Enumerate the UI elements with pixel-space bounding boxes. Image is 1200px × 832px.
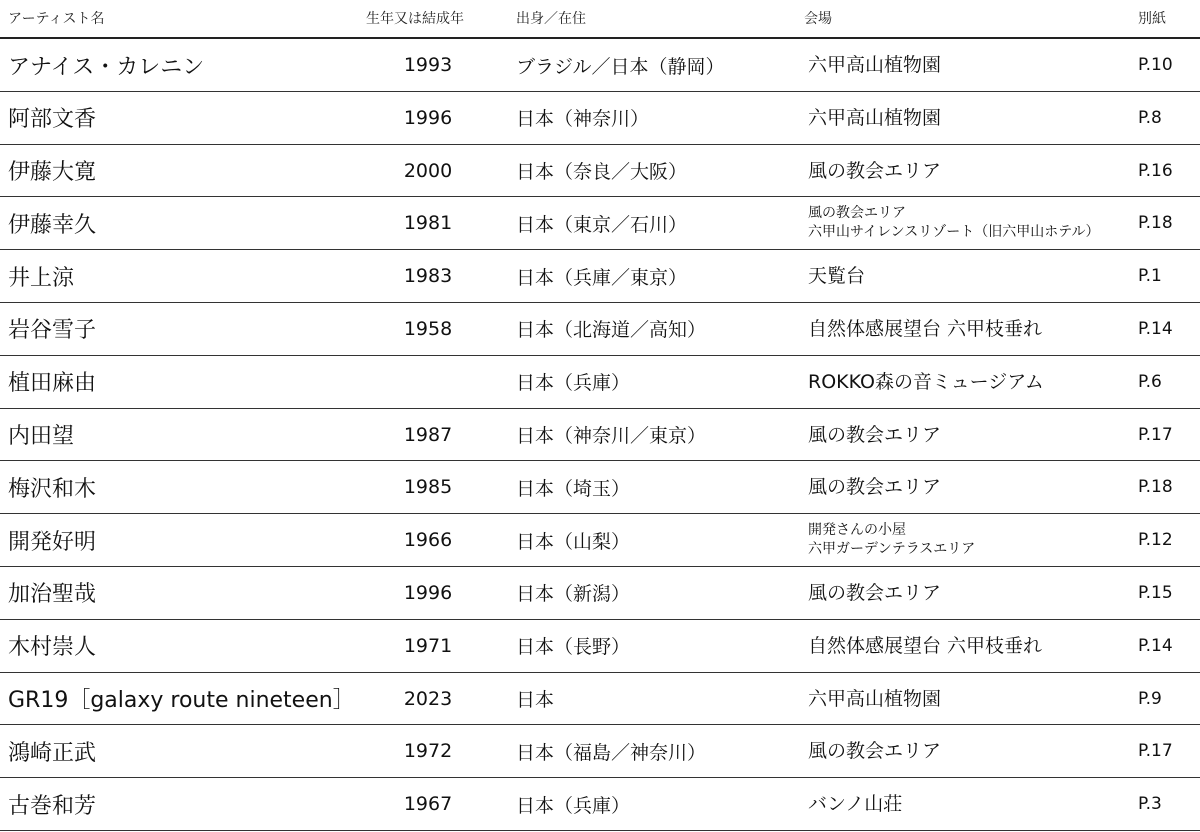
venue-cell <box>808 197 1138 249</box>
artist-name: 井上涼 <box>8 265 75 291</box>
page-reference: P.14 <box>1138 635 1173 656</box>
table-row <box>0 197 1200 250</box>
artist-year: 1985 <box>403 476 453 499</box>
venue-cell <box>808 92 1138 144</box>
table-header <box>0 0 1200 39</box>
table-row <box>0 303 1200 356</box>
table-row <box>0 145 1200 198</box>
artist-name: 木村崇人 <box>8 635 97 661</box>
venue-line: 風の教会エリア <box>808 159 942 182</box>
page-reference: P.16 <box>1138 160 1173 181</box>
venue-line: バンノ山荘 <box>808 793 903 816</box>
page-reference: P.3 <box>1138 794 1162 815</box>
artist-name: 梅沢和木 <box>8 476 97 502</box>
venue-line: 風の教会エリア <box>808 581 942 604</box>
page-reference: P.12 <box>1138 530 1173 551</box>
page-reference: P.8 <box>1138 107 1162 128</box>
artist-origin: 日本（奈良／大阪） <box>516 161 688 184</box>
page-reference: P.10 <box>1138 55 1173 75</box>
artist-year: 1983 <box>403 265 453 288</box>
page-reference: P.14 <box>1138 318 1173 339</box>
venue-line: 六甲山サイレンスリゾート（旧六甲山ホテル） <box>808 224 1100 241</box>
venue-cell <box>808 409 1138 461</box>
header-page: 別紙 <box>1138 11 1166 27</box>
table-row <box>0 92 1200 145</box>
venue-cell <box>808 250 1138 302</box>
venue-cell <box>808 778 1138 830</box>
artist-origin: 日本（埼玉） <box>516 477 631 500</box>
artist-year: 1967 <box>403 793 453 816</box>
venue-line: 風の教会エリア <box>808 423 942 446</box>
table-row <box>0 461 1200 514</box>
artist-origin: 日本（北海道／高知） <box>516 319 707 342</box>
table-row <box>0 514 1200 567</box>
table-row <box>0 409 1200 462</box>
artist-name: 加治聖哉 <box>8 582 97 608</box>
artist-year: 1971 <box>403 634 453 657</box>
venue-line: 天覧台 <box>808 265 866 288</box>
table-row <box>0 567 1200 620</box>
artist-year: 1996 <box>403 581 453 604</box>
venue-line: 自然体感展望台 六甲枝垂れ <box>808 634 1043 657</box>
venue-line: 六甲高山植物園 <box>808 106 942 129</box>
venue-line: 風の教会エリア <box>808 476 942 499</box>
artist-year: 1966 <box>403 529 453 552</box>
page-reference: P.9 <box>1138 688 1162 709</box>
header-venue: 会場 <box>804 11 832 27</box>
artist-name: 伊藤幸久 <box>8 212 97 238</box>
artist-year: 2023 <box>403 687 453 710</box>
venue-line: ROKKO森の音ミュージアム <box>808 370 1044 393</box>
header-origin: 出身／在住 <box>516 11 586 27</box>
table-row <box>0 39 1200 92</box>
artist-name: 伊藤大寛 <box>8 160 97 186</box>
artist-year: 1981 <box>403 212 453 235</box>
venue-cell <box>808 725 1138 777</box>
venue-cell <box>808 514 1138 566</box>
artist-origin: ブラジル／日本（静岡） <box>516 55 725 78</box>
table-row <box>0 250 1200 303</box>
table-row <box>0 356 1200 409</box>
artist-origin: 日本（兵庫） <box>516 372 631 395</box>
artist-origin: 日本（長野） <box>516 636 631 659</box>
artist-origin: 日本（山梨） <box>516 530 631 553</box>
venue-cell <box>808 620 1138 672</box>
page-reference: P.18 <box>1138 213 1173 234</box>
artist-year: 1993 <box>403 54 453 76</box>
artist-origin: 日本（福島／神奈川） <box>516 741 707 764</box>
page-reference: P.6 <box>1138 371 1162 392</box>
artist-year: 1987 <box>403 423 453 446</box>
artist-name: アナイス・カレニン <box>8 54 205 80</box>
venue-line: 六甲高山植物園 <box>808 687 942 710</box>
venue-cell <box>808 303 1138 355</box>
header-year: 生年又は結成年 <box>366 11 464 27</box>
artist-origin: 日本（新潟） <box>516 583 631 606</box>
page-reference: P.17 <box>1138 424 1173 445</box>
artist-name: 阿部文香 <box>8 107 97 133</box>
page-reference: P.15 <box>1138 582 1173 603</box>
artist-origin: 日本（神奈川／東京） <box>516 425 707 448</box>
artist-origin: 日本（兵庫） <box>516 794 631 817</box>
venue-cell <box>808 356 1138 408</box>
page-reference: P.1 <box>1138 266 1162 287</box>
artist-name: 鴻崎正武 <box>8 740 97 766</box>
artist-year: 2000 <box>403 159 453 182</box>
table-row <box>0 778 1200 831</box>
venue-cell <box>808 39 1138 91</box>
venue-line: 自然体感展望台 六甲枝垂れ <box>808 317 1043 340</box>
artist-year: 1972 <box>403 740 453 763</box>
artist-origin: 日本（兵庫／東京） <box>516 266 688 289</box>
artist-year: 1958 <box>403 317 453 340</box>
header-artist: アーティスト名 <box>8 11 105 27</box>
venue-cell <box>808 145 1138 197</box>
page-reference: P.17 <box>1138 741 1173 762</box>
table-row <box>0 620 1200 673</box>
table-row <box>0 725 1200 778</box>
venue-cell <box>808 673 1138 725</box>
page-reference: P.18 <box>1138 477 1173 498</box>
venue-cell <box>808 567 1138 619</box>
table-body <box>0 39 1200 831</box>
venue-line: 六甲ガーデンテラスエリア <box>808 541 976 558</box>
table-row <box>0 673 1200 726</box>
artist-origin: 日本 <box>516 689 555 712</box>
venue-line: 六甲高山植物園 <box>808 54 942 76</box>
venue-line: 風の教会エリア <box>808 205 906 222</box>
artist-name: 開発好明 <box>8 529 97 555</box>
artist-name: 古巻和芳 <box>8 793 97 819</box>
artist-name: 植田麻由 <box>8 371 97 397</box>
venue-line: 開発さんの小屋 <box>808 522 906 539</box>
artist-name: 岩谷雪子 <box>8 318 97 344</box>
artist-year <box>368 356 488 408</box>
artist-origin: 日本（神奈川） <box>516 108 650 131</box>
venue-cell <box>808 461 1138 513</box>
artist-year: 1996 <box>403 106 453 129</box>
artist-name: 内田望 <box>8 424 75 450</box>
artist-origin: 日本（東京／石川） <box>516 213 688 236</box>
venue-line: 風の教会エリア <box>808 740 942 763</box>
artist-name: GR19［galaxy route nineteen］ <box>8 688 355 714</box>
